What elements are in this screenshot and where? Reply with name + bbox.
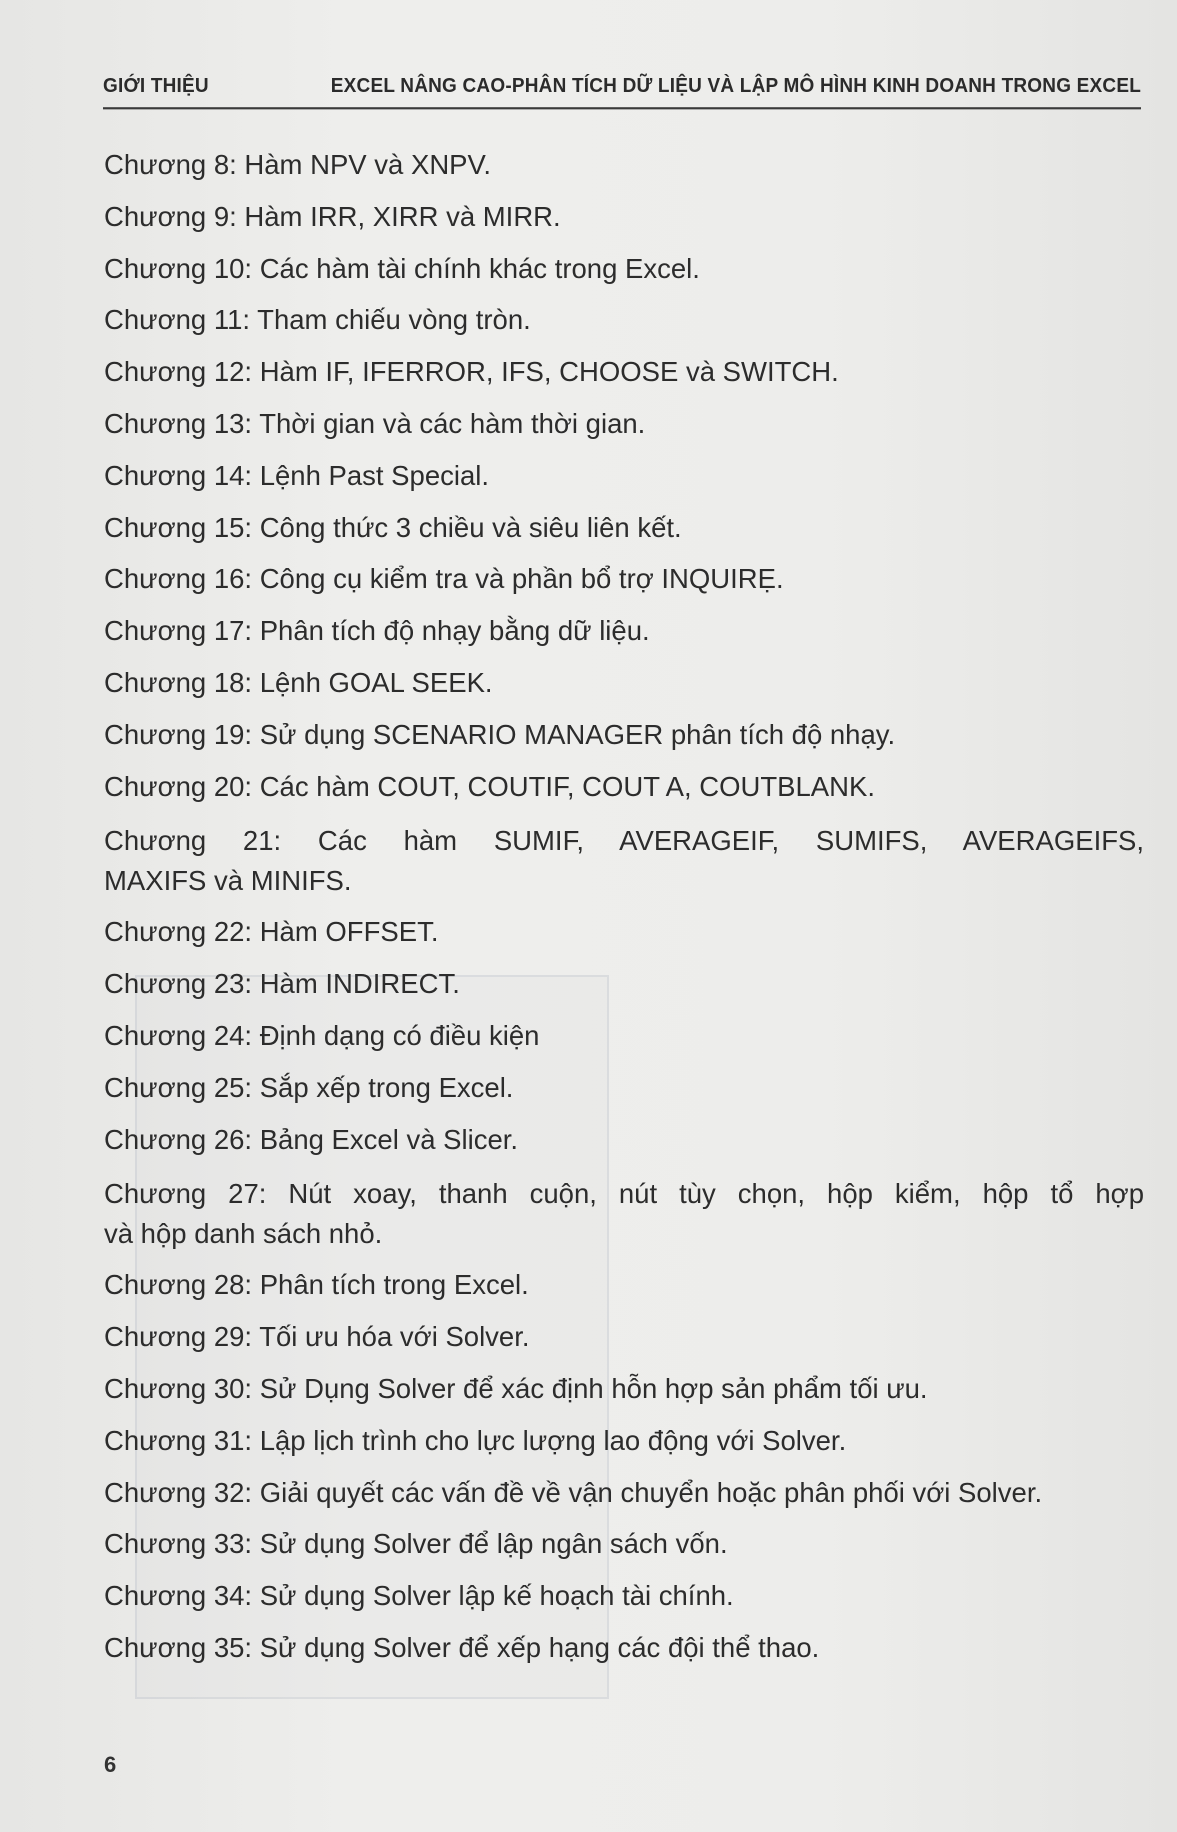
chapter-line: Chương 27: Nút xoay, thanh cuộn, nút tùy chọn, hộp kiểm, hộp tổ hợp	[104, 1178, 1144, 1210]
chapter-item: Chương 31: Lập lịch trình cho lực lượng lao động với Solver.	[104, 1424, 847, 1456]
chapter-list	[104, 148, 1144, 1683]
chapter-item: Chương 9: Hàm IRR, XIRR và MIRR.	[104, 200, 561, 232]
chapter-item: Chương 30: Sử Dụng Solver để xác định hỗn hợp sản phẩm tối ưu.	[104, 1372, 928, 1404]
chapter-item: Chương 32: Giải quyết các vấn đề về vận chuyển hoặc phân phối với Solver.	[104, 1476, 1043, 1508]
chapter-item: Chương 19: Sử dụng SCENARIO MANAGER phân tích độ nhạy.	[104, 718, 896, 750]
chapter-line: và hộp danh sách nhỏ.	[104, 1218, 383, 1250]
chapter-item: Chương 16: Công cụ kiểm tra và phần bổ trợ INQUIRẸ.	[104, 563, 784, 595]
chapter-item: Chương 29: Tối ưu hóa với Solver.	[104, 1321, 530, 1353]
chapter-item: Chương 35: Sử dụng Solver để xếp hạng các đội thể thao.	[104, 1631, 820, 1663]
chapter-item: Chương 25: Sắp xếp trong Excel.	[104, 1071, 514, 1103]
chapter-item: Chương 23: Hàm INDIRECT.	[104, 968, 460, 1000]
chapter-item: Chương 22: Hàm OFFSET.	[104, 916, 439, 948]
header-section-title: GIỚI THIỆU	[103, 74, 209, 98]
chapter-item: Chương 26: Bảng Excel và Slicer.	[104, 1123, 519, 1155]
chapter-item: Chương 11: Tham chiếu vòng tròn.	[104, 304, 531, 336]
chapter-item: Chương 14: Lệnh Past Special.	[104, 459, 490, 491]
chapter-item: Chương 10: Các hàm tài chính khác trong Excel.	[104, 252, 700, 284]
chapter-item: Chương 33: Sử dụng Solver để lập ngân sách vốn.	[104, 1528, 728, 1560]
page-number: 6	[104, 1752, 117, 1777]
chapter-item-multiline	[104, 821, 1144, 901]
chapter-item: Chương 28: Phân tích trong Excel.	[104, 1269, 529, 1301]
chapter-item: Chương 34: Sử dụng Solver lập kế hoạch tài chính.	[104, 1580, 734, 1612]
chapter-item: Chương 13: Thời gian và các hàm thời gian.	[104, 407, 646, 439]
chapter-item: Chương 17: Phân tích độ nhạy bằng dữ liệu.	[104, 615, 650, 647]
chapter-item-multiline	[104, 1174, 1144, 1254]
header-book-title: EXCEL NÂNG CAO-PHÂN TÍCH DỮ LIỆU VÀ LẬP MÔ HÌNH KINH DOANH TRONG EXCEL	[330, 74, 1141, 98]
chapter-item: Chương 24: Định dạng có điều kiện	[104, 1019, 540, 1051]
chapter-item: Chương 18: Lệnh GOAL SEEK.	[104, 666, 493, 698]
chapter-item: Chương 15: Công thức 3 chiều và siêu liên kết.	[104, 511, 682, 543]
chapter-line: Chương 21: Các hàm SUMIF, AVERAGEIF, SUMIFS, AVERAGEIFS,	[104, 825, 1144, 857]
chapter-line: MAXIFS và MINIFS.	[104, 865, 352, 897]
running-header	[103, 73, 1141, 110]
chapter-item: Chương 20: Các hàm COUT, COUTIF, COUT A, COUTBLANK.	[104, 770, 875, 802]
chapter-item: Chương 8: Hàm NPV và XNPV.	[104, 149, 491, 180]
chapter-item: Chương 12: Hàm IF, IFERROR, IFS, CHOOSE và SWITCH.	[104, 356, 839, 388]
